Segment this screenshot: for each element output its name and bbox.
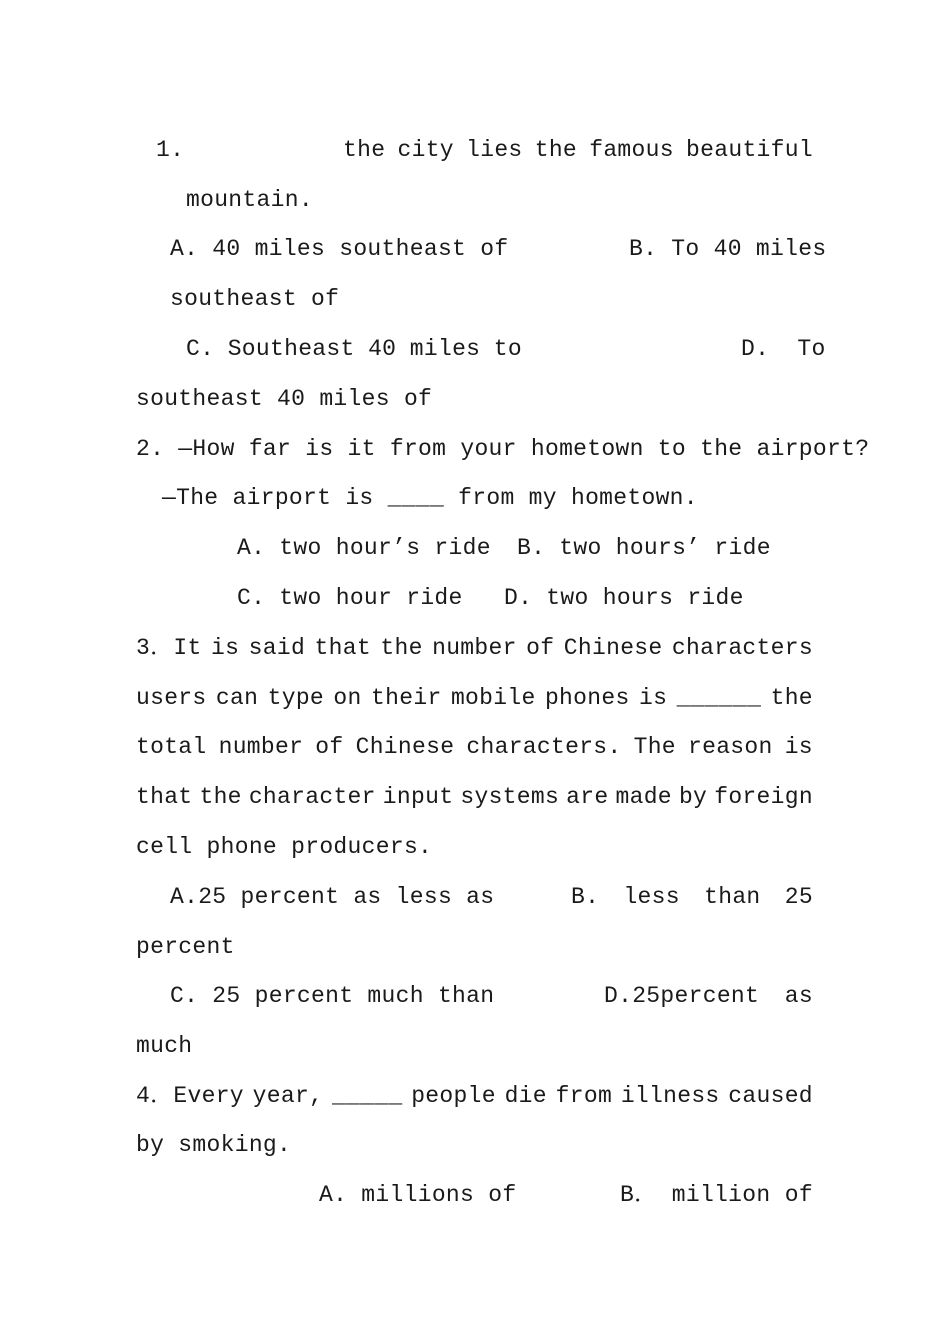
q2-stem-line1: 2. —How far is it from your hometown to the airport?: [136, 436, 870, 462]
q1-option-a: A. 40 miles southeast of: [170, 236, 509, 262]
q1-stem-line1: the city lies the famous beautiful: [343, 137, 813, 163]
q3-stem-line1: 3．It is said that the number of Chinese characters: [136, 635, 813, 661]
q3-stem-line2: users can type on their mobile phones is ______ the: [136, 685, 813, 711]
q1-option-b: B. To 40 miles: [629, 236, 827, 262]
q2-option-b: B. two hours’ ride: [517, 535, 771, 561]
q2-option-a: A. two hour’s ride: [237, 535, 491, 561]
q3-stem-line3: total number of Chinese characters. The reason is: [136, 734, 813, 760]
q3-stem-line5: cell phone producers.: [136, 834, 433, 860]
q2-option-c: C. two hour ride: [237, 585, 463, 611]
q1-option-d-cont: southeast 40 miles of: [136, 386, 433, 412]
q3-option-b-cont: percent: [136, 934, 235, 960]
q3-option-d-cont: much: [136, 1033, 193, 1059]
q3-option-b: B. less than 25: [571, 884, 813, 910]
q1-option-d: D. To: [741, 336, 826, 362]
q4-stem-line2: by smoking.: [136, 1132, 292, 1158]
q4-option-b: B． million of: [620, 1182, 813, 1208]
q1-stem-line2: mountain.: [186, 187, 313, 213]
q2-stem-line2: —The airport is ____ from my hometown.: [162, 485, 698, 511]
q3-option-c: C. 25 percent much than: [170, 983, 495, 1009]
q3-option-d: D.25percent as: [604, 983, 813, 1009]
q4-stem-line1: 4．Every year, _____ people die from illness caused: [136, 1083, 813, 1109]
q1-option-c: C. Southeast 40 miles to: [186, 336, 522, 362]
q1-option-b-cont: southeast of: [170, 286, 340, 312]
q3-option-a: A.25 percent as less as: [170, 884, 495, 910]
q2-option-d: D. two hours ride: [504, 585, 744, 611]
q4-option-a: A. millions of: [319, 1182, 517, 1208]
q3-stem-line4: that the character input systems are made by foreign: [136, 784, 813, 810]
q1-number: 1.: [156, 137, 185, 163]
